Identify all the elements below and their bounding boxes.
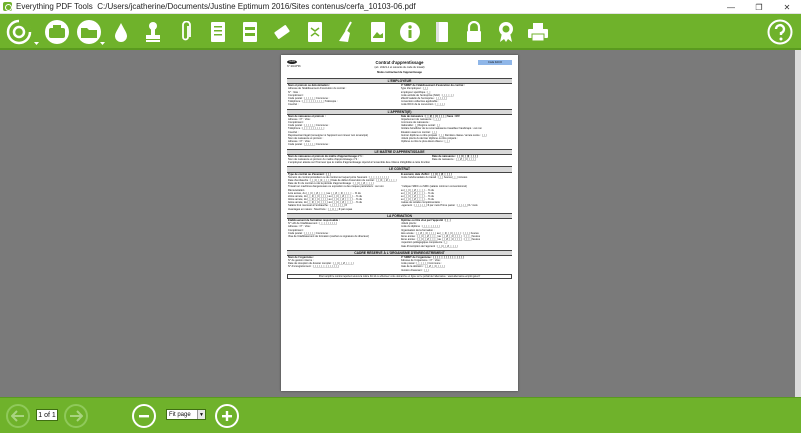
form-field-line: Salaire brut mensuel à l'embauche : |_|_|_|_|,|_|_| € (288, 204, 347, 208)
form-field-line: Code IDCC de la convention : |_|_|_|_| (400, 103, 445, 107)
form-field-line: Code du diplôme : |_|_|_|_|_|_|_|_| (400, 225, 440, 229)
logo-menu-button[interactable] (4, 17, 34, 47)
open-file-button[interactable] (40, 17, 74, 47)
book-button[interactable] (430, 17, 454, 47)
form-field-line: Intitulé précis : (400, 222, 418, 226)
printer-icon (527, 21, 549, 43)
book-icon (434, 21, 450, 43)
form-field-line: Logement : |_|_|_|,|_|_| € par mois Prime panier : |_|_|,|_|_| € / mois (400, 204, 478, 208)
print-button[interactable] (526, 17, 550, 47)
help-button[interactable] (765, 17, 795, 47)
form-field-line: au |_|_|/|_|_|/|_|_|_|_| ... % du (400, 198, 435, 202)
form-field-line: Téléphone : |_|_|_|_|_|_|_|_|_|_| Télécopie : (288, 100, 338, 104)
form-field-line: Effectif salarié de l'entreprise : |_|_|_|_|_| (400, 96, 448, 100)
form-section (287, 149, 512, 165)
form-doc-icon (242, 21, 258, 43)
footer-note: Pour remplir le contrat reportez-vous à la notice FA 14 ou effectuez votre démarche en ligne sur le portail de l'alternance : www.alternance.emploi.gouv.fr (287, 274, 512, 279)
form-field-line: Convention collective applicable : (400, 100, 439, 104)
main-toolbar (0, 14, 801, 50)
section-heading: CADRE RÉSERVÉ À L'ORGANISME D'ENREGISTREMENT (287, 250, 512, 256)
section-column-left (287, 173, 400, 211)
form-field-line: Adresse : N° : Voie : (288, 140, 312, 144)
chevron-down-icon: ▼ (197, 410, 205, 419)
form-field-line: Code activité de l'entreprise (NAF) : |_|_|_|_|_| (400, 93, 454, 97)
section-column-left (287, 155, 431, 165)
ribbon-award-icon (497, 21, 515, 43)
form-field-line: Adresse de l'organisme : N° : Voie : (400, 259, 442, 263)
section-column-right (431, 155, 512, 165)
form-field-line: Diplôme ou titre visé par l'apprenti : |_|_| (400, 219, 451, 223)
form-field-line: Caisse de retraite complémentaire : (400, 201, 442, 205)
form-field-line: 1ère année : |_|_|/|_|_|/|_|_|_|_| au |_|_|/|_|_|/|_|_|_|_| : |_|_|_| heures (400, 231, 479, 235)
form-field-line: Complément : (288, 228, 305, 232)
ref-box: Code FACO (478, 60, 512, 65)
compress-button[interactable] (303, 17, 327, 47)
form-field-line: Complément : (288, 93, 305, 97)
form-field-line: Adresse : N° : Voie : (288, 117, 312, 121)
forms-button[interactable] (238, 17, 262, 47)
page-number-field[interactable]: 1 of 1 (36, 409, 58, 421)
document-content (287, 60, 512, 279)
title-bar (0, 0, 801, 14)
eraser-button[interactable] (270, 17, 294, 47)
form-field-line: Code postal : |_|_|_|_|_| Commune : (288, 143, 330, 147)
zoom-in-button[interactable] (215, 404, 239, 428)
vertical-scrollbar[interactable] (795, 50, 801, 397)
form-section (287, 109, 512, 147)
form-field-line: Rémunération (288, 188, 305, 192)
camera-icon (43, 19, 71, 45)
award-button[interactable] (494, 17, 518, 47)
form-field-line: Situation avant ce contrat : |_|_| (400, 130, 437, 134)
form-field-line: N° SIRET de l'établissement d'exécution du contrat : (400, 84, 465, 88)
form-field-line: au |_|_|/|_|_|/|_|_|_|_| ... % du (400, 191, 435, 195)
form-field-line (432, 161, 511, 164)
form-field-line: Établissement de formation responsable : (288, 219, 340, 223)
form-field-line: Employeur spécifique : |_| (400, 90, 431, 94)
section-column-left (287, 84, 400, 106)
image-doc-icon (370, 21, 386, 43)
section-heading: LA FORMATION (287, 213, 512, 219)
form-field-line: Département de naissance : |_|_|_| (400, 117, 441, 121)
form-field-line: Adresse de l'établissement d'exécution du contrat : (288, 87, 347, 91)
form-field-line: Nom de naissance et prénom : (288, 114, 326, 118)
form-field-line: N° : Voie : (288, 90, 300, 94)
form-field-line: Date de naissance : |_|_|/|_|_|/|_|_|_|_| (432, 154, 478, 158)
pdf-page (281, 55, 518, 391)
folder-dropdown-caret-icon[interactable] (99, 40, 105, 46)
form-sections (287, 78, 512, 272)
logo-dropdown-caret-icon[interactable] (33, 40, 39, 46)
form-field-line: 2ème année, du |_|_|/|_|_|/|_|_|_|_| au |_|_|/|_|_|/|_|_|_|_| ... % du (288, 194, 363, 198)
form-field-line: Téléphone : |_|_|_|_|_|_|_|_|_|_| (288, 127, 325, 131)
paperclip-icon (180, 21, 192, 43)
form-section (287, 250, 512, 272)
form-field-line: Code postal : |_|_|_|_|_| Commune : (288, 96, 330, 100)
next-page-button[interactable] (64, 404, 88, 428)
maximize-button[interactable]: ❐ (755, 2, 763, 12)
form-field-line: Si avenant, date d'effet : |_|_|/|_|_|/|_|_|_|_| (400, 172, 452, 176)
form-field-line: Visa de l'établissement de formation (cachet ou signature du directeur) (288, 234, 370, 238)
form-field-line: 1ère année, du |_|_|/|_|_|/|_|_|_|_| au |_|_|/|_|_|/|_|_|_|_| ... % du (288, 191, 361, 195)
form-field-line: Déclare bénéficier de la reconnaissance travailleur handicapé : oui non (400, 127, 482, 131)
document-icon (210, 21, 226, 43)
form-field-line: N° d'enregistrement : |_|_|_|_|_|_|_|_|_|_|_|_| (288, 265, 340, 269)
form-field-line: Code postal : |_|_|_|_|_| Commune : (288, 231, 330, 235)
form-field-line: Avantages en nature : Nourriture : |_|_|,|_|_| € par repas (288, 207, 353, 211)
form-field-line: Date de naissance : |_|_|/|_|_|/|_|_|_|_| Sexe : M F (400, 114, 460, 118)
form-field-line: 4ème année, du |_|_|/|_|_|/|_|_|_|_| au |_|_|/|_|_|/|_|_|_|_| ... % du (288, 201, 363, 205)
window-title: Everything PDF Tools C:/Users/jcatherine/Documents/Justine Eptimum 2016/Sites contenus/cerfa_10103-06.pdf (16, 2, 416, 11)
form-field-line: N° de gestion interne : (288, 259, 314, 263)
form-field-line: au |_|_|/|_|_|/|_|_|_|_| ... % du (400, 188, 435, 192)
stamp-icon (145, 21, 161, 43)
form-field-line: * Indiquer SMIC ou SMC (salaire minimum conventionnel) (400, 185, 467, 189)
form-field-line: Date d'embauche : |_|_|/|_|_|/|_|_|_|_| Date de début d'exécution du contrat : |_|_|/|_|_|/|_|_|_|_| (288, 178, 397, 182)
section-column-right (400, 219, 513, 248)
form-field-line: Intitulé précis du dernier diplôme ou titre préparé : (400, 137, 458, 141)
plus-icon (221, 410, 233, 422)
form-field-line: Diplôme ou titre le plus élevé obtenu : |_|_| (400, 140, 450, 144)
cerfa-logo: cerfa (287, 60, 297, 64)
form-section (287, 78, 512, 107)
form-field-line: Date de naissance : |_|_|/|_|_|/|_|_|_|_| (432, 157, 477, 161)
broom-button[interactable] (334, 17, 358, 47)
section-column-left (287, 219, 400, 248)
compress-doc-icon (307, 21, 323, 43)
close-button[interactable]: ✕ (783, 2, 791, 12)
form-field-line: Nom et prénom ou dénomination : (288, 84, 331, 88)
form-field-line: au |_|_|/|_|_|/|_|_|_|_| ... % du (400, 194, 435, 198)
form-field-line: Dernier diplôme ou titre préparé : |_|_| Dernière classe / année suivie : |_|_| (400, 133, 487, 137)
help-icon (767, 19, 793, 45)
ink-button[interactable] (109, 17, 133, 47)
bottom-navigation-bar (0, 397, 801, 433)
form-field-line: Adresse : N° : Voie : (288, 225, 312, 229)
form-field-line: Code postal : |_|_|_|_|_| Commune : (400, 262, 442, 266)
doc-subtitle: (art. L6221-1 et suivants du code du travail) (374, 66, 425, 69)
section-column-left (287, 256, 400, 272)
form-field-line: Date d'inscription de l'apprenti : |_|_|/|_|_|/|_|_|_|_| (400, 244, 458, 248)
section-heading: L'APPRENTI(E) (287, 109, 512, 115)
zoom-select[interactable] (166, 409, 206, 420)
form-field-line: 2ème année : |_|_|/|_|_|/|_|_|_|_| au |_|_|/|_|_|/|_|_|_|_| : |_|_|_| heures (400, 234, 481, 238)
section-column-right (400, 256, 513, 272)
broom-icon (336, 21, 356, 43)
stamp-button[interactable] (141, 17, 165, 47)
form-field-line: Commune de naissance : (400, 121, 430, 125)
logo-swirl-icon (6, 19, 32, 45)
form-field-line: N° SIRET de l'organisme : |_|_|_|_|_|_|_|_|_|_|_|_|_|_| (400, 255, 465, 259)
form-field-line: Organisation de la formation : (400, 228, 435, 232)
form-field-line: Complément : (288, 121, 305, 125)
section-column-left (287, 115, 400, 147)
arrow-left-icon (11, 410, 25, 422)
lock-icon (465, 21, 483, 43)
form-field-line: Date de fin du contrat ou de la période d'apprentissage : |_|_|/|_|_|/|_|_|_|_| (288, 182, 374, 186)
form-field-line: Représentant légal (renseigner si l'apprenti est mineur non émancipé) (288, 133, 369, 137)
form-field-line: Date de la décision : |_|_|/|_|_|/|_|_|_|_| (400, 265, 446, 269)
minus-icon (138, 410, 150, 422)
zoom-select-value: Fit page (169, 411, 191, 418)
form-field-line: Inspection pédagogique compétente : |_| (400, 241, 448, 245)
info-button[interactable] (398, 17, 422, 47)
form-field-line: Durée hebdomadaire du travail : |_|_| heures |_|_| minutes (400, 175, 468, 179)
form-field-line: Code postal : |_|_|_|_|_| Commune : (288, 124, 330, 128)
previous-page-button[interactable] (6, 404, 30, 428)
form-field-line: Nationalité : |_| Régime social : |_| (400, 124, 440, 128)
form-field-line: 3ème année : |_|_|/|_|_|/|_|_|_|_| au |_|_|/|_|_|/|_|_|_|_| : |_|_|_| heures (400, 238, 481, 242)
form-section (287, 166, 512, 210)
document-button[interactable] (206, 17, 230, 47)
form-field-line: Nom de naissance et prénom : (288, 137, 324, 141)
form-field-line: Courriel : (288, 103, 299, 107)
form-section (287, 213, 512, 248)
form-field-line: Numéro du contrat précédent ou du contrat sur lequel porte l'avenant : |_|_|_|_|_|_|_|_|_| (288, 175, 390, 179)
form-field-line: Type de contrat ou d'avenant : |_|_| (288, 172, 332, 176)
arrow-right-icon (69, 410, 83, 422)
app-icon (3, 2, 12, 11)
section-column-right (400, 173, 513, 211)
section-column-right (400, 84, 513, 106)
form-field-line: Nom de l'organisme : (288, 255, 315, 259)
zoom-out-button[interactable] (132, 404, 156, 428)
form-field-line: Nom de naissance et prénom du maître d'apprentissage n°2 : (288, 157, 359, 161)
eraser-icon (271, 21, 293, 43)
doc-mode: Mode contractuel de l'apprentissage (377, 71, 422, 75)
section-heading: LE MAÎTRE D'APPRENTISSAGE (287, 149, 512, 155)
form-field-line: Nom de naissance et prénom du maître d'apprentissage n°1 : (288, 154, 364, 158)
lock-button[interactable] (462, 17, 486, 47)
section-heading: LE CONTRAT (287, 166, 512, 172)
minimize-button[interactable]: — (727, 2, 735, 12)
form-field-line: L'employeur atteste sur l'honneur que le maître d'apprentissage répond à l'ensemble des critères d'éligibilité à cette fonction (288, 161, 431, 165)
form-number: N° 10103*06 (287, 65, 301, 68)
doc-title: Contrat d'apprentissage (375, 60, 424, 65)
image-doc-button[interactable] (366, 17, 390, 47)
form-field-line: Courriel : (288, 130, 299, 134)
drop-icon (114, 21, 128, 43)
form-field-line: Travail sur machines dangereuses ou exposition à des risques particuliers : oui non (288, 185, 384, 189)
form-field-line: Type d'employeur : |_|_| (400, 87, 428, 91)
doc-header (287, 60, 512, 76)
info-icon (399, 21, 421, 43)
form-field-line: N° UAI de l'établissement : |_|_|_|_|_|_|_|_| (288, 222, 338, 226)
form-field-line: Date de réception du dossier complet : |_|_|/|_|_|/|_|_|_|_| (288, 262, 354, 266)
form-field-line: Numéro d'avenant : |_|_| (400, 268, 429, 272)
form-field-line: 3ème année, du |_|_|/|_|_|/|_|_|_|_| au |_|_|/|_|_|/|_|_|_|_| ... % du (288, 198, 363, 202)
section-heading: L'EMPLOYEUR (287, 78, 512, 84)
section-column-right (400, 115, 513, 147)
attach-button[interactable] (174, 17, 198, 47)
